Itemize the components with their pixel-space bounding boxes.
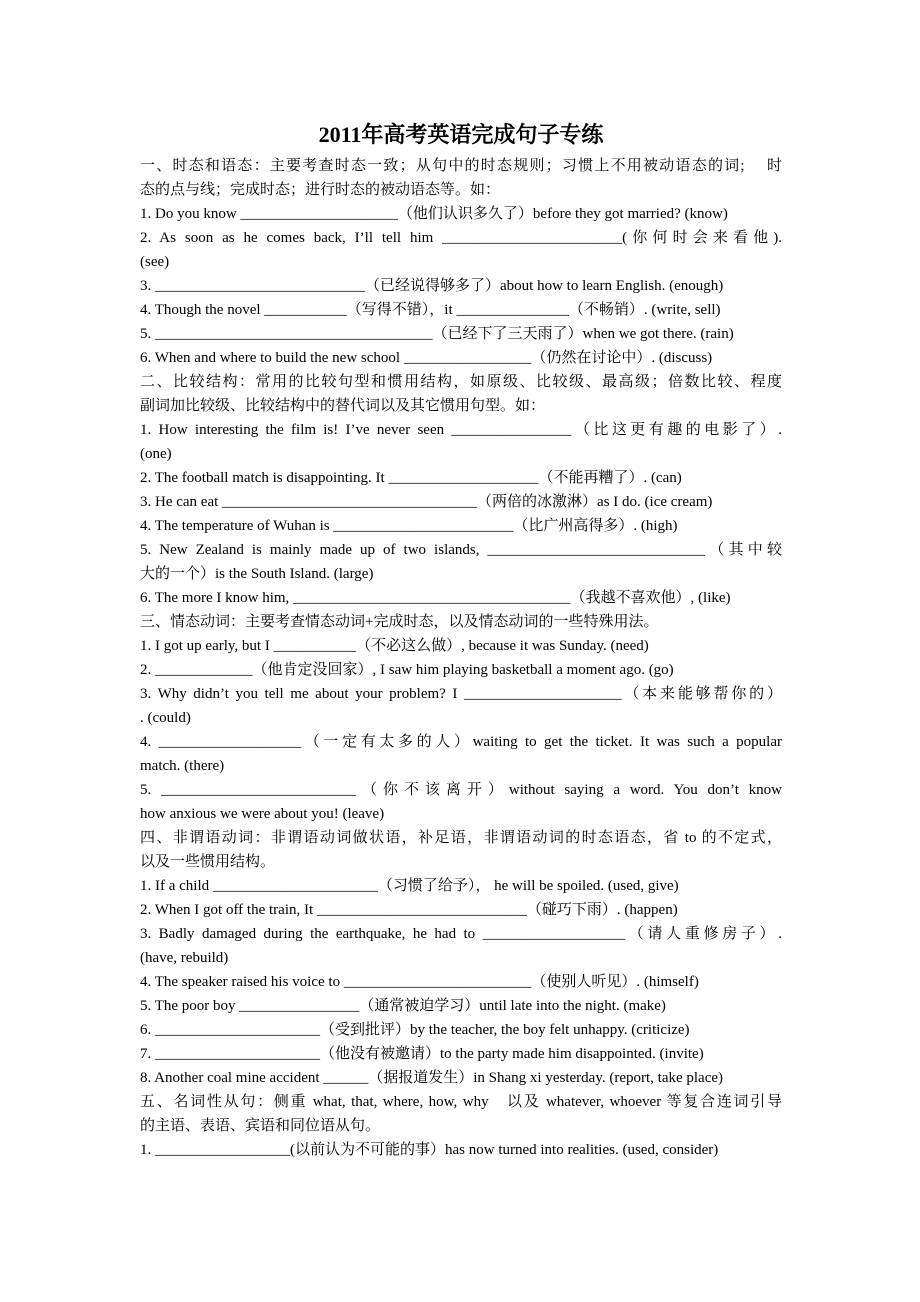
section-heading: 副词加比较级、比较结构中的替代词以及其它惯用句型。如： [140,398,546,414]
section-heading: 二、比较结构：常用的比较句型和惯用结构，如原级、比较级、最高级；倍数比较、程度 [140,374,782,390]
exercise-line: (one) [140,446,172,462]
exercise-line: 7. ______________________（他没有被邀请）to the party made him disappointed. (invite) [140,1046,704,1062]
exercise-line: 4. The speaker raised his voice to _________________________（使别人听见）. (himself) [140,974,699,990]
section-heading: 的主语、表语、宾语和同位语从句。 [140,1118,381,1134]
exercise-line: 8. Another coal mine accident ______（据报道发生）in Shang xi yesterday. (report, take place) [140,1070,724,1086]
exercise-line: 1. If a child ______________________（习惯了给予）， he will be spoiled. (used, give) [140,878,679,894]
exercise-line: 4. Though the novel ___________（写得不错），it _______________（不畅销）. (write, sell) [140,302,721,318]
exercise-line: how anxious we were about you! (leave) [140,806,385,822]
section-heading: 以及一些惯用结构。 [140,854,276,870]
section-heading: 五、名词性从句：侧重 what, that, where, how, why 以及 whatever, whoever 等复合连词引导 [140,1094,782,1110]
exercise-line: 1. Do you know _____________________（他们认识多久了）before they got married? (know) [140,206,728,222]
exercise-line: 5. The poor boy ________________（通常被迫学习）until late into the night. (make) [140,998,666,1014]
exercise-line: 5. New Zealand is mainly made up of two islands, _____________________________（其中较 [140,542,782,558]
exercise-line: 2. The football match is disappointing. It ____________________（不能再糟了）. (can) [140,470,682,486]
exercise-line: 1. I got up early, but I ___________（不必这么做）, because it was Sunday. (need) [140,638,649,654]
exercise-line: 2. As soon as he comes back, I’ll tell him ________________________(你何时会来看他). [140,230,782,246]
section-heading: 态的点与线；完成时态；进行时态的被动语态等。如： [140,182,501,198]
exercise-line: 3. ____________________________（已经说得够多了）about how to learn English. (enough) [140,278,724,294]
exercise-line: 3. Badly damaged during the earthquake, he had to ___________________（请人重修房子）. [140,926,782,942]
exercise-line: 1. __________________(以前认为不可能的事）has now turned into realities. (used, consider) [140,1142,719,1158]
document-page [140,120,782,1162]
exercise-line: 5. __________________________（你不该离开）without saying a word. You don’t know [140,782,782,798]
exercise-line: 4. The temperature of Wuhan is ________________________（比广州高得多）. (high) [140,518,678,534]
exercise-line: 6. When and where to build the new school _________________（仍然在讨论中）. (discuss) [140,350,713,366]
exercise-line: 2. When I got off the train, It ____________________________（碰巧下雨）. (happen) [140,902,678,918]
exercise-line: 6. The more I know him, _____________________________________（我越不喜欢他）, (like) [140,590,731,606]
exercise-line: 2. _____________（他肯定没回家）, I saw him playing basketball a moment ago. (go) [140,662,674,678]
exercise-line: 1. How interesting the film is! I’ve never seen ________________（比这更有趣的电影了）. [140,422,782,438]
exercise-line: 3. Why didn’t you tell me about your problem? I _____________________（本来能够帮你的） [140,686,782,702]
exercise-line: match. (there) [140,758,225,774]
exercise-line: 6. ______________________（受到批评）by the teacher, the boy felt unhappy. (criticize) [140,1022,690,1038]
document-title: 2011年高考英语完成句子专练 [318,122,604,147]
exercise-line: (see) [140,254,170,270]
exercise-line: 3. He can eat __________________________________（两倍的冰激淋）as I do. (ice cream) [140,494,713,510]
exercise-line: (have, rebuild) [140,950,229,966]
section-heading: 三、情态动词：主要考查情态动词+完成时态，以及情态动词的一些特殊用法。 [140,614,659,630]
section-heading: 四、非谓语动词：非谓语动词做状语，补足语，非谓语动词的时态语态，省 to 的不定式， [140,830,782,846]
section-heading: 一、时态和语态：主要考查时态一致；从句中的时态规则；习惯上不用被动语态的词; 时 [140,158,782,174]
exercise-line: 大的一个）is the South Island. (large) [140,566,374,582]
exercise-line: . (could) [140,710,191,726]
exercise-line: 5. _____________________________________（已经下了三天雨了）when we got there. (rain) [140,326,734,342]
exercise-line: 4. ___________________（一定有太多的人）waiting to get the ticket. It was such a popular [140,734,782,750]
